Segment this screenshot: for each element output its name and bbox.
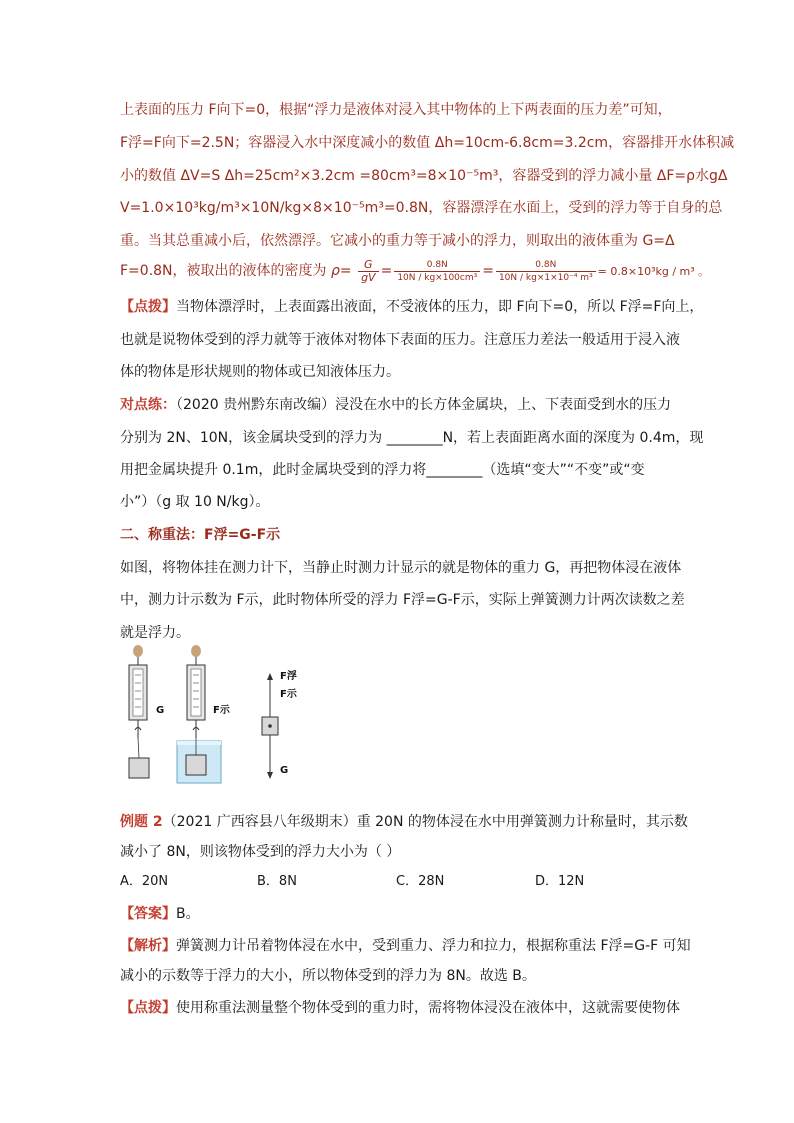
spring-scale-figure: [120, 645, 320, 795]
solution-line-1: 上表面的压力 F向下=0，根据“浮力是液体对浸入其中物体的上下两表面的压力差”可知，: [120, 102, 672, 118]
practice-tag: 对点练：: [120, 397, 176, 413]
tip-1-line-2: 也就是说物体受到的浮力就等于液体对物体下表面的压力。注意压力差法一般适用于浸入液: [120, 332, 680, 348]
practice-text: （2020 贵州黔东南改编）浸没在水中的长方体金属块，上、下表面受到水的压力: [176, 397, 672, 413]
section-2-line-2: 中，测力计示数为 F示，此时物体所受的浮力 F浮=G-F示，实际上弹簧测力计两次读数之差: [120, 592, 685, 608]
example-tag: 例题 2: [120, 814, 163, 830]
density-intro: F=0.8N，被取出的液体的密度为: [120, 263, 327, 279]
practice-line-1: [120, 395, 671, 415]
solution-line-3: 小的数值 ΔV=S Δh=25cm²×3.2cm =80cm³=8×10⁻⁵m³，容器受到的浮力减小量 ΔF=ρ水gΔ: [120, 168, 728, 184]
tip-2-line-1: [120, 998, 680, 1018]
spring-scale-2: [187, 645, 205, 738]
solution-line-6: F=0.8N，被取出的液体的密度为 ρ= $\frac{G}{gV}$ = $\frac{0.8N}{\text{10N / kg×100cm³}}$ = $\frac{0.8N}{\text{10N / kg×1×10⁻⁴ m³}}$ = 0.8×10³kg / m³ 。: [120, 257, 710, 284]
tip-2-tag: 【点拨】: [120, 1000, 176, 1016]
spring-scale-1: [129, 645, 149, 778]
answer-text: B。: [176, 906, 200, 922]
density-result: = 0.8×10³kg / m³ 。: [597, 265, 710, 278]
tip-2-text: 使用称重法测量整个物体受到的重力时，需将物体浸没在液体中，这就需要使物体: [176, 1000, 680, 1016]
option-b: B．8N: [257, 874, 297, 889]
analysis-line-2: 减小的示数等于浮力的大小，所以物体受到的浮力为 8N。故选 B。: [120, 968, 536, 984]
tip-1-text: 当物体漂浮时，上表面露出液面，不受液体的压力，即 F向下=0，所以 F浮=F向上，: [176, 299, 704, 315]
practice-line-3: 用把金属块提升 0.1m，此时金属块受到的浮力将________（选填“变大”“不变”或“变: [120, 462, 645, 478]
label-g-force: G: [280, 765, 289, 776]
section-2-line-1: 如图，将物体挂在测力计下，当静止时测力计显示的就是物体的重力 G，再把物体浸在液体: [120, 560, 682, 576]
option-d: D．12N: [535, 874, 585, 889]
practice-line-2: 分别为 2N、10N，该金属块受到的浮力为 ________N，若上表面距离水面的深度为 0.4m，现: [120, 430, 704, 446]
practice-line-4: 小”）（g 取 10 N/kg）。: [120, 494, 270, 510]
tip-1-line-3: 体的物体是形状规则的物体或已知液体压力。: [120, 364, 400, 380]
example-2-line-1: [120, 812, 688, 832]
fraction-m: $\frac{0.8N}{\text{10N / kg×1×10⁻⁴ m³}}$: [496, 259, 596, 284]
solution-line-2: F浮=F向下=2.5N；容器浸入水中深度减小的数值 Δh=10cm-6.8cm=3.2cm，容器排开水体积减: [120, 135, 735, 151]
label-f-fu: F浮: [280, 671, 297, 682]
rho-symbol: ρ=: [330, 263, 352, 279]
beaker: [177, 738, 221, 783]
option-c: C．28N: [396, 874, 445, 889]
answer-line: [120, 904, 200, 924]
force-diagram: [262, 673, 278, 779]
label-f-shi-scale-2: F示: [213, 705, 230, 716]
solution-line-4: V=1.0×10³kg/m³×10N/kg×8×10⁻⁵m³=0.8N，容器漂浮在水面上，受到的浮力等于自身的总: [120, 200, 723, 216]
option-a: A．20N: [120, 874, 169, 889]
section-2-heading: 二、称重法：F浮=G-F示: [120, 527, 281, 543]
tip-tag: 【点拨】: [120, 299, 176, 315]
solution-line-5: 重。当其总重减小后，依然漂浮。它减小的重力等于减小的浮力，则取出的液体重为 G=Δ: [120, 233, 675, 249]
fraction-g-over-gv: $\frac{G}{gV}$: [358, 259, 379, 284]
analysis-line-1: [120, 936, 691, 956]
label-g-scale-1: G: [156, 705, 165, 716]
fraction-cm: $\frac{0.8N}{\text{10N / kg×100cm³}}$: [394, 259, 480, 284]
example-2-line-2: 减小了 8N，则该物体受到的浮力大小为（ ）: [120, 844, 401, 860]
answer-tag: 【答案】: [120, 906, 176, 922]
tip-1-line-1: [120, 297, 703, 317]
section-2-line-3: 就是浮力。: [120, 625, 190, 641]
label-f-shi: F示: [280, 689, 297, 700]
analysis-text: 弹簧测力计吊着物体浸在水中，受到重力、浮力和拉力，根据称重法 F浮=G-F 可知: [176, 938, 691, 954]
analysis-tag: 【解析】: [120, 938, 176, 954]
example-2-text: （2021 广西容县八年级期末）重 20N 的物体浸在水中用弹簧测力计称量时，其示数: [162, 814, 688, 830]
